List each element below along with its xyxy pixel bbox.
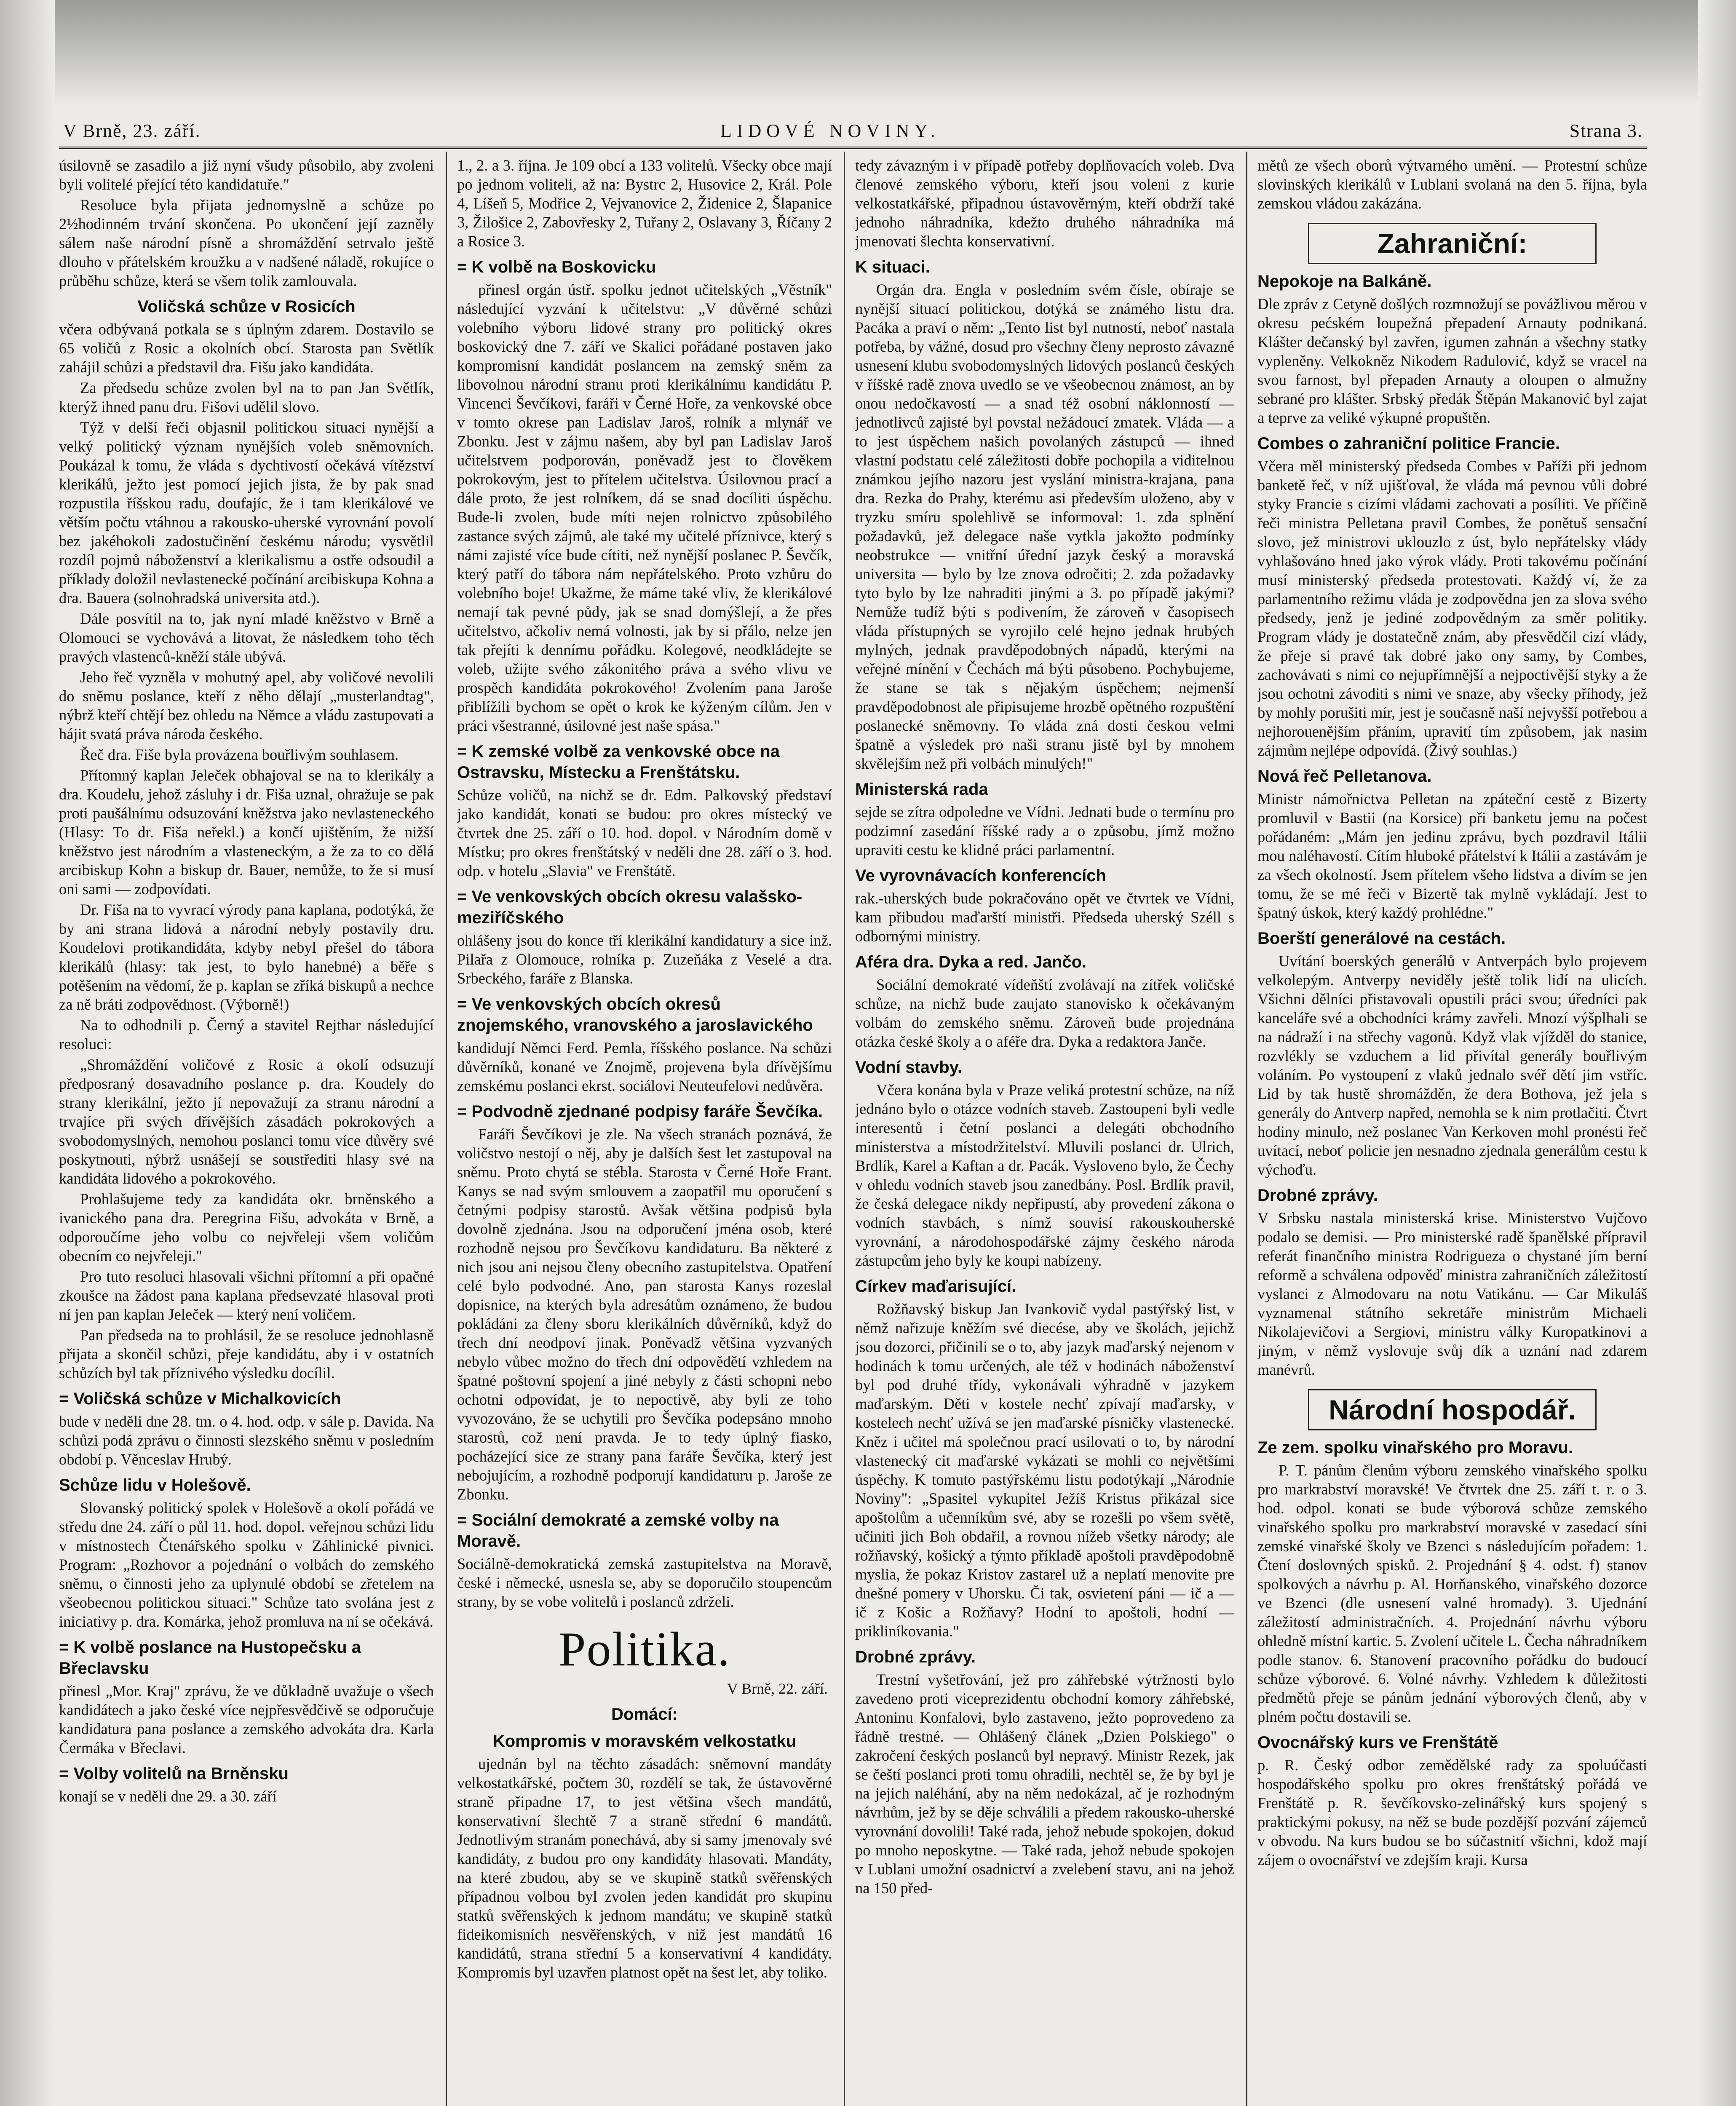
header-dateline: V Brně, 23. září. xyxy=(63,120,201,141)
paragraph: p. R. Český odbor zemědělské rady za spoluúčasti hospodářského spolku pro okres frenštátský pořádá ve Frenštátě p. R. ševčíkovsko-zelinářský kurs spojený s praktickými pokusy, na něž se bude pozdější pozvání zájemců v obvodu. Na kurs budou se bo súčastnití všichni, kdož mají zájem o ovocnářství ve zdejším kraji. Kursa xyxy=(1257,1756,1647,1868)
paragraph: Rožňavský biskup Jan Ivankovič vydal pastýřský list, v němž nařizuje kněžím své diecése, aby ve školách, jejichž jsou dozorci, přičinili se o to, aby jazyk maďarský nejenom v hodinách k tomu určených, ale též v hodinách náboženství byl pod druhé třídy, vykonávali výhradně v jazykem maďarským. Děti v kostele nechť zpívají maďarsky, v kostelech nechť užívá se jen maďarské písničky vlastenecké. Kněz i učitel má společnou prací usilovati o to, by národní vlastenecký cit maďarské vykázati se mohli co největšími úspěchy. K tomuto pastýřskému listu podotýkají „Národnie Noviny": „Spasitel vykupitel Ježíš Kristus přikázal sice apoštolům a učenníkům své, aby se rozešli po všem světě, učiniti jich Boh obdařil, a rovnou nížeb všetky národy; ale rožňavský, košický a týmto příkladě apoštoli pravděpodobně myslia, že pokaz Kristov zastarel už a neplatí menovite pre dnešné pomery v Uhorsku. Či tak, osvietení páni — ič a — ič z Košic a Rožňavy? Hodní to apoštoli, hodní — prikliníkovania." xyxy=(855,1300,1234,1640)
section-heading: Ze zem. spolku vinařského pro Moravu. xyxy=(1257,1438,1573,1457)
paragraph: Dle zpráv z Cetyně došlých rozmnožují se povážlivou měrou v okresu pećském loupežná přepadení Arnauty podnikaná. Klášter dečanský byl zavřen, igumen zahnán a všechny statky vypleněny. Velkokněz Nikodem Radulović, když se vracel na svou farnost, byl přepaden Arnauty a oloupen o almužny sebrané pro klášter. Srbský předák Štěpán Makanović byl zajat a teprve za veliké výkupné propuštěn. xyxy=(1257,295,1647,426)
paragraph: Schůze voličů, na nichž se dr. Edm. Palkovský představí jako kandidát, konati se budou: pro okres místecký ve čtvrtek dne 25. září o 10. hod. dopol. v Národním domě v Místku; pro okres frenštátský v neděli dne 28. září o 3. hod. odp. v hotelu „Slavia" ve Frenštátě. xyxy=(457,786,832,879)
scan-shadow-right xyxy=(1698,0,1736,2106)
header-rule xyxy=(59,147,1647,149)
section-heading: Drobné zprávy. xyxy=(1257,1186,1378,1205)
paragraph: ujednán byl na těchto zásadách: sněmovní mandáty velkostatkářské, počtem 30, rozdělí se tak, že ústavověrné straně připadne 17, to jest většina všech mandátů, konservativní šlechtě 7 a straně střední 6 mandátů. Jednotlivým stranám ponechává, aby si samy jmenovaly své kandidáty, z budou pro ony kandidáty hlasovati. Mandáty, na které zbudou, aby se ve skupině statků svěřenských případnou volbou byl zvolen jeden kandidát pro skupinu statků svěřenských k jednom mandátu; ve skupině statků fideikomisních nesvěřenských, v niž jest mandátů 16 kandidátů, strana střední 5 a konservativní 4 kandidáty. Kompromis byl uzavřen platnost opět na šest let, aby toliko. xyxy=(457,1755,832,1981)
section-heading: Ve vyrovnávacích konferencích xyxy=(855,866,1106,885)
page-number: Strana 3. xyxy=(1569,120,1643,141)
paragraph: Trestní vyšetřování, jež pro záhřebské výtržnosti bylo zavedeno proti viceprezidentu obchodní komory záhřebské, Antoninu Konfalovi, bylo zastaveno, ježto poprovedeno za řádně trestné. — Ohlášený článek „Dzien Polskiego" o zakročení českých poslanců byl nepravý. Ministr Rezek, jak se čeští poslanci proti tomu ohradili, nechtěl se, že by byl je na jejich naléhání, aby na něm nedokázal, ač je rozhodným návrhům, jež by se děje schválili a předem rakousko-uherské vyrovnání dovolili! Také rada, jehož nebude spokojen, dokud po mnoho neposkytne. — Také rada, jehož nebude spokojen v Lublani umožní osadnictví a zvelebení stavu, ani na jehož na 150 před- xyxy=(855,1671,1234,1897)
paragraph: přinesl „Mor. Kraj" zprávu, že ve důkladně uvažuje o všech kandidátech a jako české více nejpřesvědčivě se odporučuje kandidatura pana poslance a zemského advokáta dra. Karla Čermáka v Břeclavi. xyxy=(59,1682,434,1756)
column-separator xyxy=(446,152,447,2106)
paragraph: konají se v neděli dne 29. a 30. září xyxy=(59,1788,277,1805)
paragraph: Včera měl ministerský předseda Combes v Paříži při jednom banketě řeč, v níž ujišťoval, že vláda má pevnou vůli dobré styky Francie s cizími vládami zachovati a posíliti. Ve příčině řeči ministra Pelletana pravil Combes, že ponětuš sensační slovo, jež ministrovi uklouzlo z úst, bylo nepřátelsky vlády vyhlašováno hned jako výrok vlády. Proti takovému počínání musí ministerský předseda protestovati. Každý ví, že za parlamentního režimu vláda je zodpovědna jen za slova svého předsedy, jenž je jediné zodpovědným za směr politiky. Program vlády je dostatečně znám, aby přesvědčil cizí vlády, že přeje si pravé tak dobré jako ony samy, by Combes, zachovávati s nimi co nejupřímnější a nejpoctivější styky a že jsou ochotni závoditi s nimi ve snaze, aby všecky příhody, jež by mohly porušiti mír, jest je současně naší nejvyšší potřebou a nejhorouenějším přáním, upravití tím způsobem, jak nasim zájmům nejlépe odpovídá. (Živý souhlas.) xyxy=(1257,457,1647,759)
paragraph: Orgán dra. Engla v posledním svém čísle, obíraje se nynější situací politickou, dotýká se známého listu dra. Pacáka a praví o něm: „Tento list byl nutností, neboť nastala potřeba, by vážné, dosud pro všechny členy neprosto závazné usnesení klubu svobodomyslných lidových poslanců českých v říšské radě znova uvedlo se ve všeobecnou známost, an by onou nedočkavostí — a snad též osobní náklonností — jednotlivců zajisté byl povstal nežádoucí zmatek. Vláda — a to jest úspěchem našich povolaných zástupců — ihned vlastní podstatu celé záležitosti dobře pochopila a viditelnou známkou jejího nazoru jest vyslání ministra-krajana, pana dra. Rezka do Prahy, kterému asi především uloženo, aby v tryzku smíru spolehlivě se informoval: 1. zda splnění požadavků, jež delegace naše vytkla jakožto podmínky neobstrukce — vnitřní úřední jazyk český a moravská universita — bylo by lze znova odročiti; 2. zda požadavky tyto bylo by lze nahraditi jinými a 3. po případě jakými? Nemůže tudíž býti s podivením, že zároveň v časopisech vláda přístupných se vyrojilo celé hejno jednak hrubých mylných, jednak pravděpodobných nápadů, kterými na veřejné mínění v Čechách má býti působeno. Pochybujeme, že stane se tak s nějakým úspěchem; nejmenší pravděpodobnost ale připisujeme hrozbě opětného rozpuštění poslanecké sněmovny. To vláda zná dosti českou velmi špatně a výsledek pro naši stranu jistě byl by mnohem skvělejším než při volbách minulých!" xyxy=(855,281,1234,772)
paragraph: Přítomný kaplan Jeleček obhajoval se na to klerikály a dra. Koudelu, jehož zásluhy i dr. Fiša uznal, ohražuje se pak proti paušálnímu odsuzování kněžstva jako nevlasteneckého (Hlasy: To dr. Fiša neřekl.) a končí ujištěním, že nižší kněžstvo jest národním a vlasteneckým, a že za to co dělá arcibiskup Kohn a biskup dr. Bauer, nemůže, to že si musí oni sami — zodpovídati. xyxy=(59,767,434,898)
section-heading: Boerští generálové na cestách. xyxy=(1257,929,1506,948)
scan-shadow-left xyxy=(0,0,55,2106)
section-heading: Voličská schůze v Rosicích xyxy=(137,297,356,316)
section-heading: Ovocnářský kurs ve Frenštátě xyxy=(1257,1733,1498,1752)
paragraph: Slovanský politický spolek v Holešově a okolí pořádá ve středu dne 24. září o půl 11. hod. dopol. veřejnou schůzi lidu v místnostech Čtenářského spolku v Záhlinické pivnici. Program: „Rozhovor a pojednání o volbách do zemského sněmu, o činnosti jeho za uplynulé období se zřetelem na všeobecnou politickou situaci." Schůze tato svolána jest z iniciativy p. dra. Komárka, jehož promluva na ní se očekává. xyxy=(59,1499,434,1630)
paragraph: 1., 2. a 3. října. Je 109 obcí a 133 volitelů. Všecky obce mají po jednom voliteli, až na: Bystrc 2, Husovice 2, Král. Pole 4, Líšeň 5, Modřice 2, Vejvanovice 2, Židenice 2, Šlapanice 3, Žilošice 2, Zabovřesky 2, Tuřany 2, Oslavany 3, Říčany 2 a Rosice 3. xyxy=(457,157,832,250)
column-separator xyxy=(844,152,845,2106)
section-heading: = Voličská schůze v Michalkovicích xyxy=(59,1390,341,1408)
paragraph: přinesl orgán ústř. spolku jednot učitelských „Věstník" následující vyzvání k učitelstvu: „V důvěrné schůzi volebního výboru lidové strany pro politický okres boskovický dne 7. září ve Skalici pořádané postaven jako kompromisní kandidát poslancem na zemský sněm za libovolnou národní stranu proti klerikálnímu kandidátu P. Vincenci Ševčíkovi, faráři v Černé Hoře, za venkovské obce v tomto okrese pan Ladislav Jaroš, rolník a mlynář ve Zbonku. Jest v zájmu našem, aby byl pan Ladislav Jaroš učitelstvem podporován, poněvadž jest to člověkem pokrokovým, jest to přítelem učitelstva. Úsilovnou prací a dále proto, že jest rolníkem, dá se snad docíliti úspěchu. Bude-li zvolen, bude míti nejen rolnictvo způsobilého zastance svých zájmů, ale také my učitelé příznivce, který s námi zajisté více bude cítiti, než nynější poslanec P. Ševčík, který patří do tábora nám nepřátelského. Proto vzhůru do volebního boje! Ukažme, že máme také vliv, že klerikálové nemají tak pevné půdy, jak se snad domýšlejí, a že přes učitelstvo, ačkoliv nemá volnosti, jak by si přálo, nelze jen tak přejíti k dennímu pořádku. Kolegové, neodkládejte se voleb, užijte svého zákonitého práva a svého vlivu ve prospěch kandidáta pokrokového! Zvolením pana Jaroše přiblížili bychom se opět o krok ke kýženým cílům. Jen v práci všestranné, úsilovné jest naše spása." xyxy=(457,281,832,734)
column-2 xyxy=(457,156,832,2106)
paragraph: včera odbývaná potkala se s úplným zdarem. Dostavilo se 65 voličů z Rosic a okolních obcí. Starosta pan Světlík zahájil schůzi a představil dra. Fišu jako kandidáta. xyxy=(59,321,434,376)
section-heading: = K zemské volbě za venkovské obce na Ostravsku, Místecku a Frenštátsku. xyxy=(457,742,780,782)
paragraph: Řeč dra. Fiše byla provázena bouřlivým souhlasem. xyxy=(80,746,399,763)
section-heading: = Ve venkovských obcích okresu valašsko-meziříčského xyxy=(457,887,802,927)
section-heading: Vodní stavby. xyxy=(855,1058,963,1077)
paragraph: Uvítání boerských generálů v Antverpách bylo projevem velkolepým. Antverpy neviděly ještě tolik lidí na ulicích. Všichni dělníci přistavovali opustili práci svou; úředníci pak kanceláře své a obchodníci krámy zavřeli. Mnozí výšplhali se na nádraží i na střechy vagonů. Když vlak vjížděl do stanice, rozvlékly se vzduchem a lid přivítal generály bouřlivým voláním. Po vystoupení z vlaků jednalo svéř dětí jim vstříc. Lid by tak hustě shromážděn, že dera Bothova, jež jela s generály do Antverp napřed, nemohla se k nim protlačiti. Čtvrt hodiny minulo, než poslanec Van Kerkoven mohl pronésti řeč uvítací, neboť policie jen nesnadno zjednala generálům cestu k výchoďu. xyxy=(1257,952,1647,1178)
paragraph: Včera konána byla v Praze veliká protestní schůze, na níž jednáno bylo o otázce vodních staveb. Zastoupeni byli vedle interesentů i četní poslanci a delegáti obchodního ministerstva a místodržitelství. Mluvili poslanci dr. Ulrich, Brdlík, Karel a Kaftan a dr. Pacák. Vysloveno bylo, že Čechy v ohledu vodních staveb jsou zanedbány. Posl. Brdlík pravil, že česká delegace nikdy nepřipustí, aby provedení zákona o vodních stavbách, s nímž souvisí rakouskouherské vyrovnání, a národohospodářské zájmy českého národa zástupcům jeho byly ke koupi nabízeny. xyxy=(855,1081,1234,1269)
section-heading: K situaci. xyxy=(855,258,930,276)
paragraph: sejde se zítra odpoledne ve Vídni. Jednati bude o termínu pro podzimní zasedání říšské rady a o způsobu, jímž možno upraviti cestu ke klidné práci parlamentní. xyxy=(855,803,1234,858)
section-heading: Drobné zprávy. xyxy=(855,1648,976,1666)
column-4 xyxy=(1257,156,1647,2106)
section-heading: Aféra dra. Dyka a red. Jančo. xyxy=(855,953,1087,971)
paragraph: bude v neděli dne 28. tm. o 4. hod. odp. v sále p. Davida. Na schůzi podá zprávu o činnosti slezského sněmu v posledním období p. Věnceslav Hrubý. xyxy=(59,1413,434,1468)
paragraph: Jeho řeč vyzněla v mohutný apel, aby voličové nevolili do sněmu poslance, kteří z něho dělají „musterlandtag", nýbrž kteří chtějí bez ohledu na Němce a vládu zastupovati a hájit svatá práva národa českého. xyxy=(59,668,434,743)
paragraph: Na to odhodnili p. Černý a stavitel Rejthar následující resoluci: xyxy=(59,1016,434,1053)
paragraph: tedy závazným i v případě potřeby doplňovacích voleb. Dva členové zemského výboru, kteří jsou voleni z kurie velkostatkářské, připadnou ústavověrným, kteří obdrží také jednoho náhradníka, kdežto druhého náhradníka má jmenovati šlechta konservativní. xyxy=(855,157,1234,250)
paragraph: V Srbsku nastala ministerská krise. Ministerstvo Vujčovo podalo se demisi. — Pro ministerské radě španělské přípravil referát finančního ministra Rodrigueza o chystané jím berní reformě a schválena odpověď ministra zahraničních záležitostí vyslanci z Almodovaru na notu Vatikánu. — Car Mikuláš vyznamenal státního sekretáře ministrům Michaeli Nikolajevičovi a Sergiovi, ministru války Kuropatkinovi a jiným, v němž vyslovuje svůj dík a uznání nad zdarem manévrů. xyxy=(1257,1209,1647,1378)
section-heading: = K volbě poslance na Hustopečsku a Břeclavsku xyxy=(59,1638,361,1678)
paragraph: Sociálně-demokratická zemská zastupitelstva na Moravě, české i německé, usnesla se, aby se doporučilo stoupencům strany, by se vobe volitelů i poslanců zdrželi. xyxy=(457,1555,832,1610)
paragraph: Za předsedu schůze zvolen byl na to pan Jan Světlík, kterýž ihned panu dru. Fišovi udělil slovo. xyxy=(59,379,434,415)
paragraph: Sociální demokraté vídeňští zvolávají na zítřek voličské schůze, na nichž bude zaujato stanovisko k očekávaným volbám do zemského sněmu. Zároveň bude projednána otázka české školy a o aféře dra. Dyka a redaktora Janče. xyxy=(855,976,1234,1050)
section-heading: Domácí: xyxy=(611,1705,678,1724)
paragraph: Pro tuto resoluci hlasovali všichni přítomní a při opačné zkoušce na žádost pana kaplana předsevzaté hlasoval proti ní jen pan kaplan Jeleček — který není voličem. xyxy=(59,1268,434,1323)
paragraph: P. T. pánům členům výboru zemského vinařského spolku pro markrabství moravské! Ve čtvrtek dne 25. září t. r. o 3. hod. odpol. konati se bude výborová schůze zemského vinařského spolku pro markrabství moravské v zasedací síni zemské vinařské školy ve Bzenci s následujícím pořadem: 1. Čtení doslovných spisků. 2. Projednání § 4. odst. f) stanov spolkových a návrhu p. Al. Horňanského, vinařského dozorce ve Bzenci (dle usnesení valné hromady). 3. Ujednání záležitostí administračních. 4. Projednání návrhu výboru ohledně místní kartic. 5. Zvolení učitele L. Čecha náhradníkem podle stanov. 6. Stanovení pracovního pořádku do budoucí schůze výborové. 6. Volné návrhy. Vzhledem k důležitosti předmětů přeje se pánům jednání výborových členů, aby v plném počtu dostavili se. xyxy=(1257,1462,1647,1725)
dateline: V Brně, 22. září. xyxy=(727,1680,828,1697)
paragraph: „Shromáždění voličové z Rosic a okolí odsuzují předposraný dosavadního poslance p. dra. Koudely do strany klerikální, ježto jí nepovažují za stranu národní a trvajíce při svých dřívějších zásadách pokrokových a svobodomyslných, nemohou poslanci tomu více důvěry své poskytnouti, nýbrž usnášejí se soustřediti hlasy své na kandidáta lidového a pokrokového. xyxy=(59,1056,434,1187)
scan-shadow-top xyxy=(0,0,1736,105)
section-heading: Nová řeč Pelletanova. xyxy=(1257,767,1432,786)
section-title: Politika. xyxy=(559,1622,730,1676)
section-heading: Ministerská rada xyxy=(855,780,988,799)
page-header xyxy=(63,120,1643,145)
section-heading: = Ve venkovských obcích okresů znojemského, vranovského a jaroslavického xyxy=(457,995,813,1034)
paragraph: Ministr námořnictva Pelletan na zpáteční cestě z Bizerty promluvil v Bastii (na Korsice) při banketu jemu na počest pořádaném: „Mám jen jedinu zprávu, bych pozdravil Itálii mou naléhavostí. Cítím hluboké přátelství k Itálii a zastávám je za všech okolností. Jsem přítelem všeho lidstva a divím se jen tomu, že se mé řeči v Bizertě tak mylně vykládají. Jest to špatný úskok, který každý prohlédne." xyxy=(1257,790,1647,921)
paragraph: kandidují Němci Ferd. Pemla, říšského poslance. Na schůzi důvěrníků, konané ve Znojmě, projevena byla dřívějšímu zemskému poslanci ekrst. sociálovi Neuteufelovi nedůvěra. xyxy=(457,1039,832,1094)
paragraph: Prohlašujeme tedy za kandidáta okr. brněnského a ivanického pana dra. Peregrina Fišu, advokáta v Brně, a odporoučíme jeho volbu co nejvřeleji všem voličům obecním co nejvřeleji." xyxy=(59,1190,434,1264)
paragraph: mětů ze všech oborů výtvarného umění. — Protestní schůze slovinských klerikálů v Lublani svolaná na den 5. října, byla zemskou vládou zakázána. xyxy=(1257,157,1647,212)
section-heading: Kompromis v moravském velkostatku xyxy=(492,1732,797,1751)
paragraph: Dr. Fiša na to vyvrací výrody pana kaplana, podotýká, že by ani strana lidová a národní nebyly postavily dru. Koudelovi protikandidáta, kdyby nebyl přešel do tábora klerikálů (hlasy: tak jest, to bylo hanebné) a běře s potěšením na vědomí, že p. kaplan se zříká biskupů a nechce za ně bráti zodpovědnost. (Výborně!) xyxy=(59,901,434,1013)
section-heading: = Sociální demokraté a zemské volby na Moravě. xyxy=(457,1511,779,1550)
section-heading: = K volbě na Boskovicku xyxy=(457,258,656,276)
section-heading: Schůze lidu v Holešově. xyxy=(59,1476,251,1494)
paragraph: rak.-uherských bude pokračováno opět ve čtvrtek ve Vídni, kam přibudou maďarští ministři. Předseda uherský Széll s odbornými ministry. xyxy=(855,890,1234,945)
section-heading: Nepokoje na Balkáně. xyxy=(1257,272,1432,291)
section-banner: Zahraniční: xyxy=(1308,223,1597,264)
paragraph: Týž v delší řeči objasnil politickou situaci nynější a velký politický význam nynějších voleb sněmovních. Poukázal k tomu, že vláda s dychtivostí očekává vítězství klerikálů, ježto jest pomocí jejich jista, že by pak snad rozpustila říšskou radu, doufajíc, že i tam klerikálové ve větším počtu vtáhnou a rakousko-uherské vyrovnání povolí bez jakéhokoli zadostučinění českému národu; vysvětlil rozdíl pojmů náboženství a klerikalismu a ostře odsoudil a příklady doložil nevlastenecké počínání arcibiskupa Kohna a dra. Bauera (solnohradská universita atd.). xyxy=(59,419,434,607)
section-heading: Církev maďarisující. xyxy=(855,1277,1016,1296)
section-heading: Combes o zahraniční politice Francie. xyxy=(1257,434,1560,453)
paragraph: Faráři Ševčíkovi je zle. Na všech stranách poznává, že voličstvo nestojí o něj, aby je dalších šest let zastupoval na sněmu. Proto chytá se stébla. Starosta v Černé Hoře Frant. Kanys se nad svým smlouvem a zaopatřil mu oporučení s četnými podpisy starostů. Avšak většina podpisů byla dovolně zjednána. Jsou na odporučení jména osob, které rozhodně nejsou pro Ševčíkovu kandidaturu. Ba některé z nich jsou ani nejsou členy obecního zastupitelstva. Opatření celé bylo podvodné. Ano, pan starosta Kanys rozeslal dopisnice, na kterých byla adresátům oznámeno, že budou pokládáni za členy sboru klerikálních důvěrníků, když do třech dní neodpoví jinak. Poněvadž většina vyzvaných nebylo vůbec možno do třech dní odpovědětí vzhledem na špatné poštovní spojení a jiné nebyly z části schopni nebo ochotni odpovídat, je to nepoctivě, aby byli ze toho vyvozováno, že se uchytili pro Ševčíka podepsáno mnoho starostů, což není pravda. Je to tedy úplný fiasko, pocházející sice ze strany pana faráře Ševčíka, který jest nebojujícím, a rozhodně podporují kandidaturu p. Jaroše ze Zbonku. xyxy=(457,1125,832,1503)
paragraph: Dále posvítil na to, jak nyní mladé kněžstvo v Brně a Olomouci se vychovává a litovat, že následkem toho těch pravých vlastenců-kněží stále ubývá. xyxy=(59,610,434,665)
column-separator xyxy=(1246,152,1247,2106)
paragraph: ohlášeny jsou do konce tří klerikální kandidatury a sice inž. Pilařa z Olomouce, rolníka p. Zuzeňáka z Veselé a dra. Srbeckého, faráře z Blanska. xyxy=(457,932,832,987)
paragraph: Resoluce byla přijata jednomyslně a schůze po 2½hodinném trvání skončena. Po ukončení její zazněly sálem naše národní písně a shromáždění setrvalo ještě dlouho v přátelském kroužku a v nadšené náladě, rokujíce o průběhu schůze, která se všem tolik zamlouvala. xyxy=(59,196,434,289)
masthead-title: LIDOVÉ NOVINY. xyxy=(720,120,940,141)
section-heading: = Volby volitelů na Brněnsku xyxy=(59,1764,289,1783)
column-1 xyxy=(59,156,434,2106)
section-heading: = Podvodně zjednané podpisy faráře Ševčíka. xyxy=(457,1102,823,1121)
paragraph: Pan předseda na to prohlásil, že se resoluce jednohlasně přijata a skončil schůzi, přeje kandidátu, aby i v ostatních schůzích byl tak příznivého výsledku docílil. xyxy=(59,1326,434,1382)
section-banner: Národní hospodář. xyxy=(1308,1389,1597,1430)
paragraph: úsilovně se zasadilo a již nyní všudy působilo, aby zvoleni byli volitelé přející této kandidatuře." xyxy=(59,157,434,193)
column-3 xyxy=(855,156,1234,2106)
